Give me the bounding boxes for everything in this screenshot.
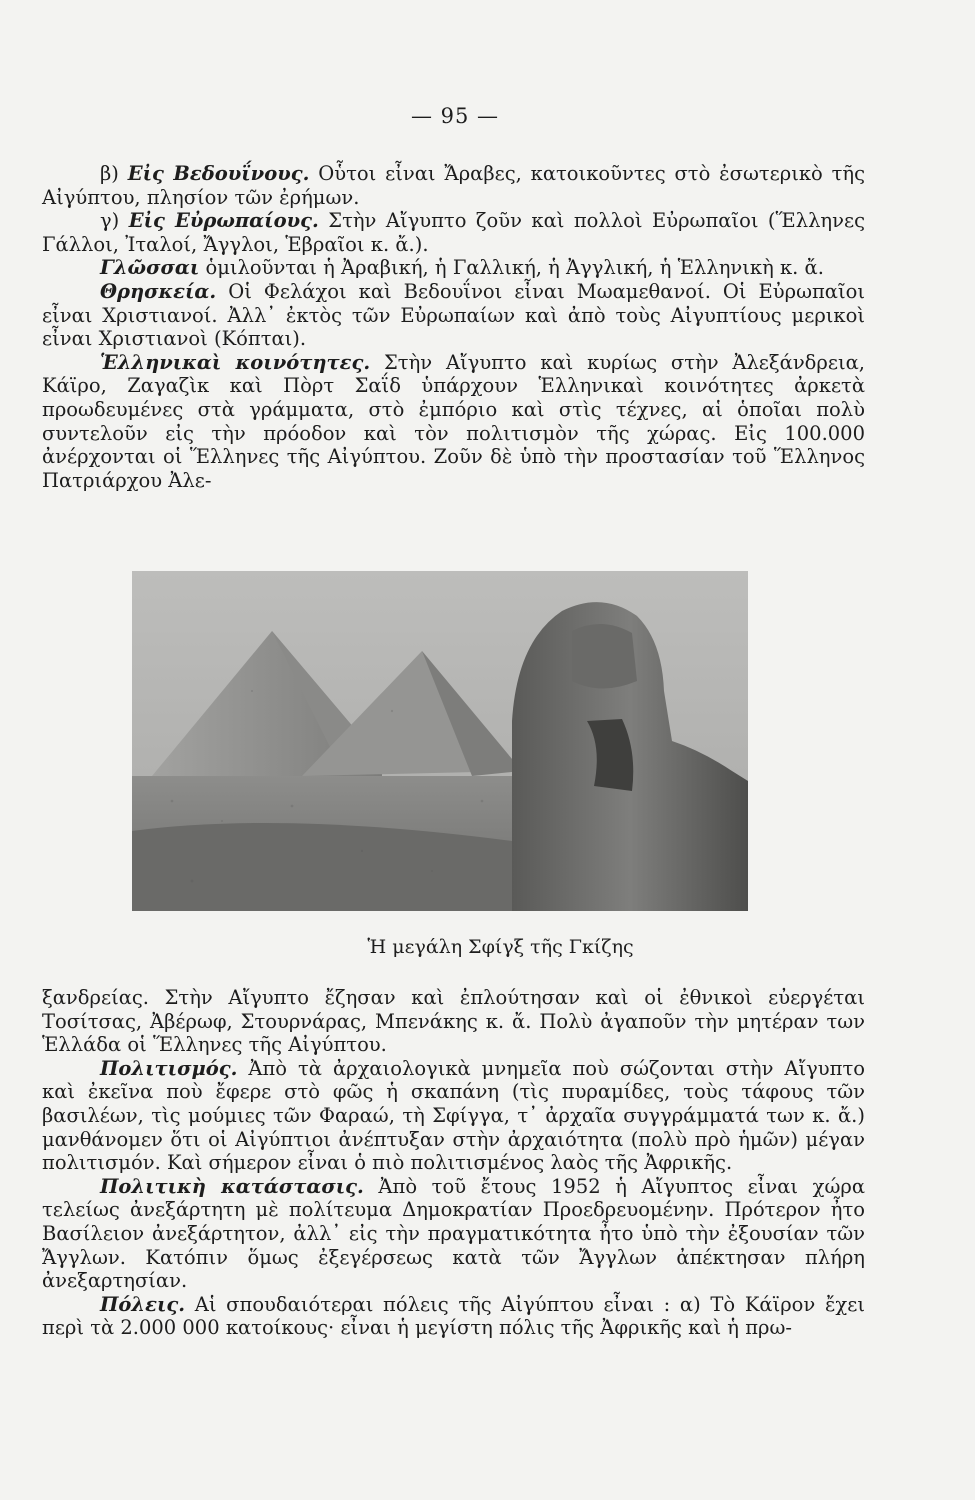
paragraph-heading: Πολιτισμός. bbox=[100, 1056, 238, 1080]
paragraph-religion bbox=[42, 280, 865, 351]
paragraph-heading: Θρησκεία. bbox=[100, 279, 217, 303]
paragraph-text: Ἀπὸ τοῦ ἔτους 1952 ἡ Αἴγυπτος εἶναι χώρα τελείως ἀνεξάρτητη μὲ πολίτευμα Δημοκρατίαν Προεδρευομένην. Πρότερον ἦτο Βασίλειον ἀνεξάρτητον, ἀλλ᾿ εἰς τὴν πραγματικότητα ἦτο ὑπὸ τὴν ἐξουσίαν τῶν Ἄγγλων. Κατόπιν ὅμως ἐξεγέρσεως κατὰ τῶν Ἄγγλων ἀπέκτησαν πλήρη ἀνεξαρτησίαν. bbox=[42, 1174, 865, 1293]
paragraph-cities bbox=[42, 1293, 865, 1340]
paragraph-greek-communities bbox=[42, 351, 865, 493]
lower-text-block bbox=[42, 986, 865, 1340]
paragraph-heading: Εἰς Εὐρωπαίους. bbox=[128, 209, 319, 233]
paragraph-political-situation bbox=[42, 1175, 865, 1293]
paragraph-languages bbox=[42, 256, 865, 280]
paragraph-text: Οἱ Φελάχοι καὶ Βεδουΐνοι εἶναι Μωαμεθανοί. Οἱ Εὐρωπαῖοι εἶναι Χριστιανοί. Ἀλλ᾿ ἐκτὸς τῶν Εὐρωπαίων καὶ ἀπὸ τοὺς Αἰγυπτίους μερικοὶ εἶναι Χριστιανοὶ (Κόπται). bbox=[42, 279, 865, 351]
paragraph-heading: Πολιτικὴ κατάστασις. bbox=[100, 1174, 364, 1198]
paragraph-heading: Πόλεις. bbox=[100, 1292, 186, 1316]
paragraph-text: Αἱ σπουδαιότεραι πόλεις τῆς Αἰγύπτου εἶναι : α) Τὸ Κάϊρον ἔχει περὶ τὰ 2.000 000 κατοίκους· εἶναι ἡ μεγίστη πόλις τῆς Ἀφρικῆς καὶ ἡ πρω- bbox=[42, 1292, 865, 1340]
page-number: — 95 — bbox=[410, 104, 500, 128]
paragraph-text: Στὴν Αἴγυπτο καὶ κυρίως στὴν Ἀλεξάνδρεια, Κάϊρο, Ζαγαζὶκ καὶ Πὸρτ Σαΐδ ὑπάρχουν Ἑλληνικαὶ κοινότητες ἀρκετὰ προωδευμένες στὰ γράμματα, στὸ ἐμπόριο καὶ στὶς τέχνες, αἱ ὁποῖαι πολὺ συντελοῦν εἰς τὴν πρόοδον καὶ τὸν πολιτισμὸν τῆς χώρας. Εἰς 100.000 ἀνέρχονται οἱ Ἕλληνες τῆς Αἰγύπτου. Ζοῦν δὲ ὑπὸ τὴν προστασίαν τοῦ Ἕλληνος Πατριάρχου Ἀλε- bbox=[42, 350, 865, 492]
paragraph-bedouins bbox=[42, 162, 865, 209]
paragraph-heading: Ἑλληνικαὶ κοινότητες. bbox=[100, 350, 371, 374]
paragraph-civilization bbox=[42, 1057, 865, 1175]
list-marker: β) bbox=[100, 162, 119, 185]
paragraph-text: ὁμιλοῦνται ἡ Ἀραβική, ἡ Γαλλική, ἡ Ἀγγλική, ἡ Ἑλληνικὴ κ. ἄ. bbox=[205, 256, 824, 280]
paragraph-text: Στὴν Αἴγυπτο ζοῦν καὶ πολλοὶ Εὐρωπαῖοι (Ἕλληνες Γάλλοι, Ἰταλοί, Ἄγγλοι, Ἑβραῖοι κ. ἄ.). bbox=[42, 209, 865, 256]
sphinx-photo bbox=[132, 571, 748, 911]
paragraph-heading: Εἰς Βεδουΐνους. bbox=[127, 162, 310, 185]
paragraph-text: Οὗτοι εἶναι Ἄραβες, κατοικοῦντες στὸ ἐσωτερικὸ τῆς Αἰγύπτου, πλησίον τῶν ἐρήμων. bbox=[42, 162, 866, 209]
paragraph-europeans bbox=[42, 209, 865, 256]
paragraph-text: Ἀπὸ τὰ ἀρχαιολογικὰ μνημεῖα ποὺ σώζονται στὴν Αἴγυπτο καὶ ἐκεῖνα ποὺ ἔφερε στὸ φῶς ἡ σκαπάνη (τὶς πυραμίδες, τοὺς τάφους τῶν βασιλέων, τὶς μούμιες τῶν Φαραώ, τὴ Σφίγγα, τ᾿ ἀρχαῖα συγγράμματά των κ. ἄ.) μανθάνομεν ὅτι οἱ Αἰγύπτιοι ἀνέπτυξαν στὴν ἀρχαιότητα (πολὺ πρὸ ἡμῶν) μέγαν πολιτισμόν. Καὶ σήμερον εἶναι ὁ πιὸ πολιτισμένος λαὸς τῆς Ἀφρικῆς. bbox=[42, 1056, 865, 1175]
upper-text-block bbox=[42, 162, 865, 492]
paragraph-heading: Γλῶσσαι bbox=[100, 256, 200, 280]
paragraph-continuation: ξανδρείας. Στὴν Αἴγυπτο ἔζησαν καὶ ἐπλούτησαν καὶ οἱ ἐθνικοὶ εὐεργέται Τοσίτσας, Ἀβέρωφ, Στουρνάρας, Μπενάκης κ. ἄ. Πολὺ ἀγαποῦν τὴν μητέραν των Ἑλλάδα οἱ Ἕλληνες τῆς Αἰγύπτου. bbox=[42, 986, 865, 1057]
photo-caption: Ἡ μεγάλη Σφίγξ τῆς Γκίζης bbox=[367, 936, 634, 958]
list-marker: γ) bbox=[100, 209, 120, 233]
